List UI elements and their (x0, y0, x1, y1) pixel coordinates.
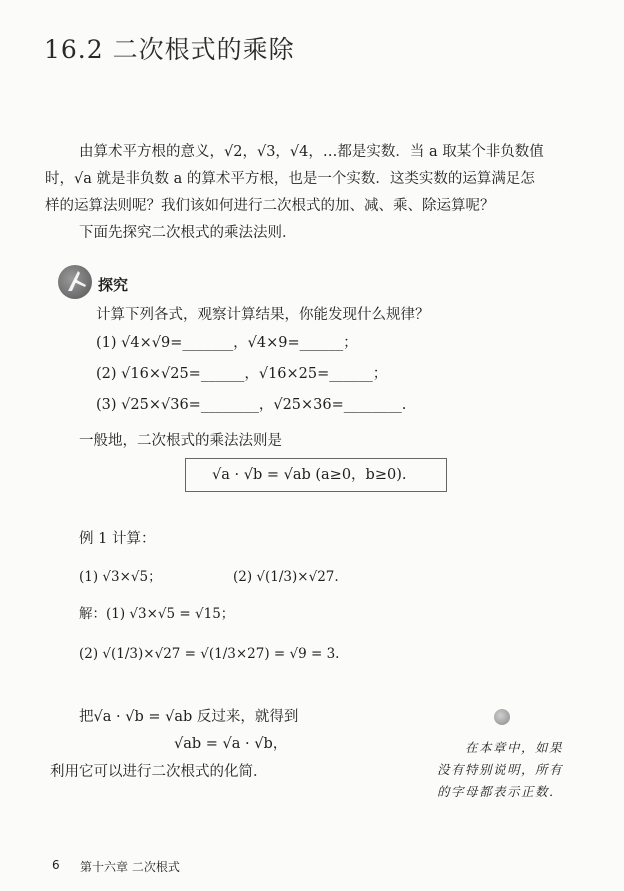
note-icon (494, 709, 510, 725)
intro-line-4: 下面先探究二次根式的乘法法则． (79, 225, 297, 241)
explore-prompt: 计算下列各式，观察计算结果，你能发现什么规律？ (96, 307, 430, 323)
example-q1: (1) √3×√5； (79, 569, 162, 585)
reverse-line-3: 利用它可以进行二次根式的化简． (50, 764, 268, 780)
explore-item-2: (2) √16×√25=______，√16×25=______； (96, 366, 388, 382)
chapter-label: 第十六章 二次根式 (80, 860, 180, 874)
rule-intro: 一般地，二次根式的乘法法则是 (79, 433, 282, 449)
reverse-line-1: 把√a · √b = √ab 反过来，就得到 (79, 709, 299, 725)
side-note-line-2: 没有特别说明，所有 (437, 762, 564, 777)
example-solution-2: (2) √(1/3)×√27 = √(1/3×27) = √9 = 3. (79, 646, 340, 662)
section-title: 16.2 二次根式的乘除 (44, 35, 295, 64)
side-note-line-1: 在本章中，如果 (465, 740, 564, 755)
example-q2: (2) √(1/3)×√27. (233, 569, 339, 585)
explore-item-1: (1) √4×√9=_______，√4×9=______； (96, 335, 358, 351)
reverse-formula: √ab = √a · √b， (174, 736, 288, 752)
intro-line-2: 时，√a 就是非负数 a 的算术平方根，也是一个实数．这类实数的运算满足怎 (45, 171, 535, 187)
page-number: 6 (52, 858, 60, 872)
explore-icon (58, 265, 92, 299)
example-solution-1: 解：(1) √3×√5 = √15； (79, 606, 235, 622)
intro-line-1: 由算术平方根的意义，√2，√3，√4，…都是实数．当 a 取某个非负数值 (79, 144, 544, 160)
example-title: 例 1 计算： (79, 531, 156, 547)
explore-item-3: (3) √25×√36=________，√25×36=________. (96, 397, 407, 413)
intro-line-3: 样的运算法则呢？我们该如何进行二次根式的加、减、乘、除运算呢？ (45, 198, 495, 214)
side-note-line-3: 的字母都表示正数． (437, 784, 564, 799)
rule-formula: √a · √b = √ab (a≥0，b≥0). (212, 467, 407, 483)
explore-label: 探究 (98, 276, 129, 294)
